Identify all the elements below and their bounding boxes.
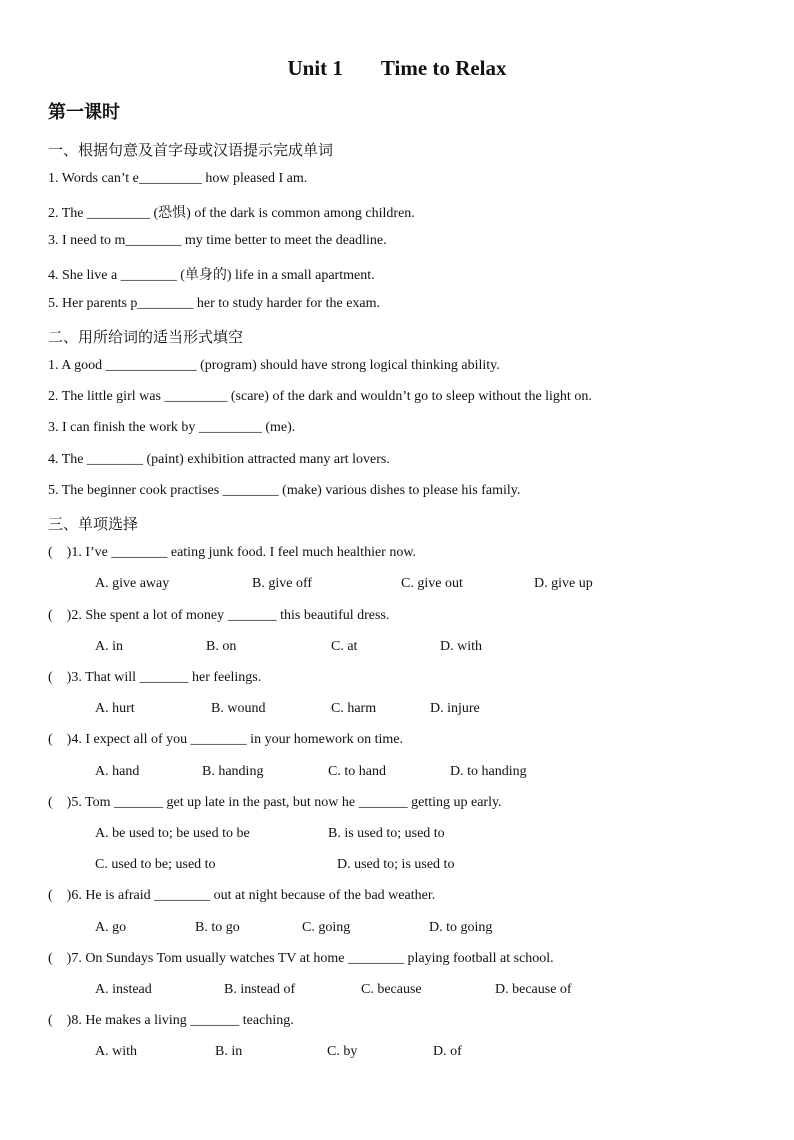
option-c: C. harm: [331, 701, 377, 716]
option-c: C. at: [331, 639, 358, 654]
option-d: D. used to; is used to: [337, 857, 455, 872]
option-c: C. going: [302, 920, 351, 935]
option-b: B. to go: [195, 920, 240, 935]
option-b: B. instead of: [224, 982, 296, 997]
option-a: A. hurt: [95, 701, 135, 716]
option-b: B. give off: [252, 576, 313, 591]
option-c: C. give out: [401, 576, 463, 591]
mc-question-2: ( )2. She spent a lot of money _______ this beautiful dress.: [48, 608, 390, 623]
option-d: D. of: [433, 1044, 462, 1059]
option-c: C. used to be; used to: [95, 857, 216, 872]
option-d: D. to going: [429, 920, 493, 935]
option-b: B. in: [215, 1044, 243, 1059]
page-title: [0, 56, 794, 81]
section-2-heading: 二、用所给词的适当形式填空: [48, 328, 244, 346]
option-a: A. give away: [95, 576, 170, 591]
option-a: A. in: [95, 639, 123, 654]
s2-item-3: 3. I can finish the work by _________ (me).: [48, 420, 296, 435]
mc-question-5: ( )5. Tom _______ get up late in the past, but now he _______ getting up early.: [48, 795, 502, 810]
s2-item-1: 1. A good _____________ (program) should have strong logical thinking ability.: [48, 358, 500, 373]
section-1-heading: 一、根据句意及首字母或汉语提示完成单词: [48, 141, 334, 159]
s1-item-2: 2. The _________ (恐惧) of the dark is common among children.: [48, 206, 415, 221]
unit-name: Time to Relax: [380, 56, 507, 80]
option-a: A. go: [95, 920, 127, 935]
mc-options-8: [0, 1044, 794, 1140]
option-d: D. with: [440, 639, 482, 654]
s2-item-4: 4. The ________ (paint) exhibition attracted many art lovers.: [48, 452, 390, 467]
mc-question-7: ( )7. On Sundays Tom usually watches TV at home ________ playing football at school.: [48, 951, 554, 966]
option-c: C. to hand: [328, 764, 386, 779]
option-d: D. injure: [430, 701, 480, 716]
option-d: D. give up: [534, 576, 593, 591]
option-a: A. be used to; be used to be: [95, 826, 250, 841]
s2-item-2: 2. The little girl was _________ (scare) of the dark and wouldn’t go to sleep without the light on.: [48, 389, 592, 404]
option-b: B. is used to; used to: [328, 826, 445, 841]
mc-question-6: ( )6. He is afraid ________ out at night because of the bad weather.: [48, 888, 436, 903]
s1-item-4: 4. She live a ________ (单身的) life in a small apartment.: [48, 268, 375, 283]
option-a: A. hand: [95, 764, 140, 779]
option-c: C. because: [361, 982, 422, 997]
option-d: D. to handing: [450, 764, 527, 779]
mc-question-8: ( )8. He makes a living _______ teaching.: [48, 1013, 294, 1028]
option-d: D. because of: [495, 982, 572, 997]
option-b: B. handing: [202, 764, 264, 779]
option-a: A. with: [95, 1044, 137, 1059]
mc-question-3: ( )3. That will _______ her feelings.: [48, 670, 262, 685]
s1-item-3: 3. I need to m________ my time better to meet the deadline.: [48, 233, 387, 248]
unit-number: Unit 1: [287, 56, 343, 80]
option-b: B. wound: [211, 701, 266, 716]
option-c: C. by: [327, 1044, 358, 1059]
mc-question-4: ( )4. I expect all of you ________ in your homework on time.: [48, 732, 403, 747]
section-3-heading: 三、单项选择: [48, 515, 139, 533]
s1-item-5: 5. Her parents p________ her to study harder for the exam.: [48, 296, 381, 311]
s2-item-5: 5. The beginner cook practises ________ (make) various dishes to please his family.: [48, 483, 521, 498]
s1-item-1: 1. Words can’t e_________ how pleased I am.: [48, 171, 308, 186]
option-a: A. instead: [95, 982, 152, 997]
option-b: B. on: [206, 639, 237, 654]
mc-question-1: ( )1. I’ve ________ eating junk food. I feel much healthier now.: [48, 545, 417, 560]
lesson-heading: 第一课时: [48, 102, 120, 123]
